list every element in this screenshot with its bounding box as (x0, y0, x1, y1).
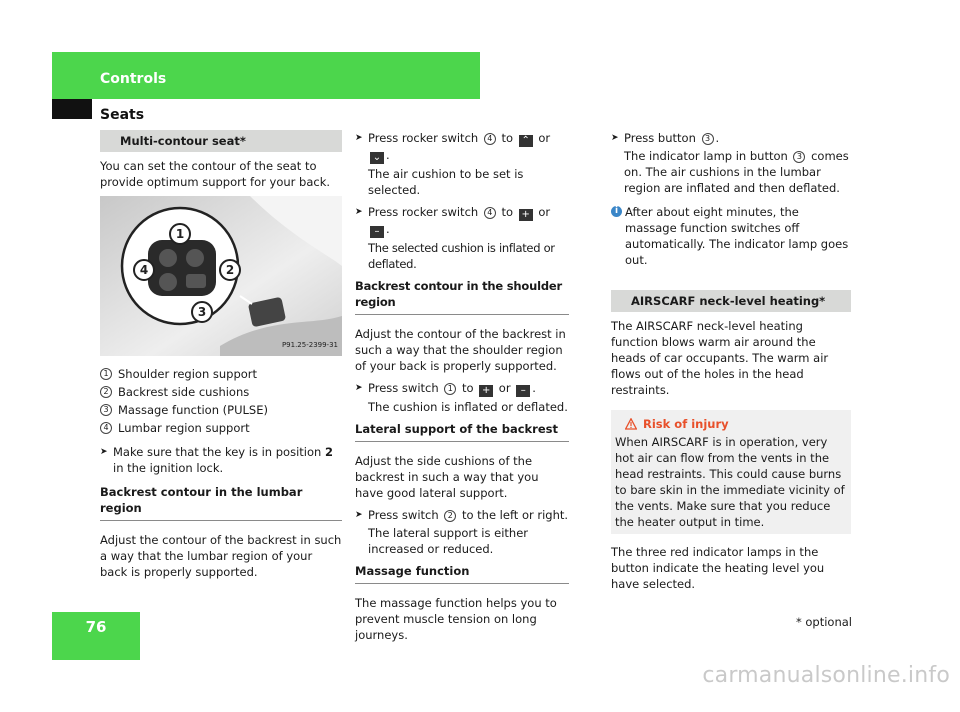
chevron-down-icon: ⌄ (370, 152, 384, 164)
step-text: . (532, 381, 536, 395)
step-text: or (495, 381, 515, 395)
column-middle (355, 130, 569, 649)
seat-switch-illustration (100, 196, 342, 356)
warning-title-text: Risk of injury (643, 417, 729, 431)
warning-text: When AIRSCARF is in operation, very hot air can flow from the vents in the head restraints. This could cause burns to bare skin in the immediate vicinity of the vents. Make sure that you reduce the heater output in time. (615, 435, 845, 529)
photo-caption: P91.25-2399-31 (281, 341, 338, 349)
legend-text: Shoulder region support (118, 367, 258, 381)
legend-text: Backrest side cushions (118, 385, 250, 399)
section-title: Controls (100, 71, 167, 87)
instruction-step (355, 130, 569, 164)
lumbar-text: Adjust the contour of the backrest in such a way that the lumbar region of your back is properly supported. (100, 533, 342, 579)
number-1-icon: 1 (100, 368, 112, 380)
number-3-icon: 3 (793, 151, 805, 163)
subsection-title: Seats (100, 107, 145, 123)
arrow-icon: ➤ (355, 207, 363, 217)
step-text: . (386, 222, 390, 236)
info-note (611, 204, 851, 268)
legend-text: Lumbar region support (118, 421, 250, 435)
multicontour-intro: You can set the contour of the seat to provide optimum support for your back. (100, 159, 331, 189)
step-text: Press rocker switch (368, 205, 482, 219)
step-text: Make sure that the key is in position (113, 445, 325, 459)
lateral-text: Adjust the side cushions of the backrest in such a way that you have good lateral support. (355, 454, 539, 500)
step-text: to (458, 381, 478, 395)
watermark: carmanualsonline.info (702, 663, 950, 688)
step-result: The air cushion to be set is selected. (368, 167, 524, 197)
step-text: or (534, 205, 551, 219)
info-icon: i (611, 206, 622, 217)
legend-item (100, 366, 342, 382)
info-text: After about eight minutes, the massage function switches off automatically. The indicator lamp goes out. (625, 205, 849, 267)
number-1-icon: 1 (444, 383, 456, 395)
page-number: 76 (85, 618, 107, 636)
arrow-icon: ➤ (100, 447, 108, 457)
lumbar-heading: Backrest contour in the lumbar region (100, 484, 342, 521)
closing-text: The three red indicator lamps in the button indicate the heating level you have selected. (611, 545, 825, 591)
warning-box (611, 410, 851, 534)
number-2-icon: 2 (444, 510, 456, 522)
svg-text:4: 4 (139, 263, 149, 277)
header-marker (52, 99, 92, 119)
legend-item (100, 402, 342, 418)
column-left (100, 130, 342, 586)
step-result: The lateral support is either increased or reduced. (368, 526, 529, 556)
lateral-heading: Lateral support of the backrest (355, 421, 569, 442)
arrow-icon: ➤ (355, 133, 363, 143)
step-text: Press switch (368, 508, 443, 522)
minus-icon: – (516, 385, 530, 397)
legend-item (100, 420, 342, 436)
number-3-icon: 3 (702, 133, 714, 145)
number-4-icon: 4 (484, 207, 496, 219)
number-4-icon: 4 (100, 422, 112, 434)
instruction-step (355, 380, 569, 397)
plus-icon: + (479, 385, 493, 397)
step-result: The cushion is inflated or deflated. (368, 400, 568, 414)
legend-item (100, 384, 342, 400)
minus-icon: – (370, 226, 384, 238)
step-text: . (386, 148, 390, 162)
step-text: Press rocker switch (368, 131, 482, 145)
column-right (611, 130, 851, 598)
massage-text: The massage function helps you to prevent muscle tension on long journeys. (355, 596, 557, 642)
number-3-icon: 3 (100, 404, 112, 416)
airscarf-heading: AIRSCARF neck-level heating* (611, 290, 851, 312)
instruction-step (355, 204, 569, 238)
step-result (611, 148, 851, 196)
shoulder-text: Adjust the contour of the backrest in such a way that the shoulder region of your back is properly supported. (355, 327, 566, 373)
step-text: Press switch (368, 381, 443, 395)
warning-title (615, 416, 847, 432)
legend-text: Massage function (PULSE) (118, 403, 268, 417)
warning-triangle-icon (625, 418, 637, 430)
legend-list (100, 366, 342, 436)
step-text: to (497, 205, 517, 219)
number-4-icon: 4 (484, 133, 496, 145)
step-text: in the ignition lock. (113, 461, 224, 475)
step-bold: 2 (324, 445, 333, 459)
number-2-icon: 2 (100, 386, 112, 398)
svg-text:1: 1 (175, 227, 185, 241)
seat-switch-photo (100, 196, 342, 356)
step-text: . (715, 131, 720, 145)
instruction-step (100, 444, 342, 476)
shoulder-heading: Backrest contour in the shoulder region (355, 278, 569, 315)
chevron-up-icon: ⌃ (519, 135, 533, 147)
arrow-icon: ➤ (611, 133, 619, 143)
multicontour-heading: Multi-contour seat* (100, 130, 342, 152)
step-result: The selected cushion is inflated or deflated. (368, 241, 555, 271)
arrow-icon: ➤ (355, 383, 363, 393)
svg-text:3: 3 (197, 305, 207, 319)
instruction-step (355, 507, 569, 523)
step-text: to the left or right. (458, 508, 569, 522)
step-text: or (534, 131, 551, 145)
plus-icon: + (519, 209, 533, 221)
airscarf-text: The AIRSCARF neck-level heating function blows warm air around the heads of car occupants. The warm air flows out of the holes in the head restraints. (611, 319, 829, 397)
result-text: The indicator lamp in button (624, 149, 792, 163)
step-text: to (497, 131, 517, 145)
step-text: Press button (624, 131, 700, 145)
svg-text:2: 2 (225, 263, 235, 277)
arrow-icon: ➤ (355, 510, 363, 520)
massage-heading: Massage function (355, 563, 569, 584)
instruction-step (611, 130, 851, 146)
footnote: * optional (795, 615, 852, 629)
result-text: comes on. The air cushions in the lumbar region are inflated and then deflated. (624, 149, 849, 195)
